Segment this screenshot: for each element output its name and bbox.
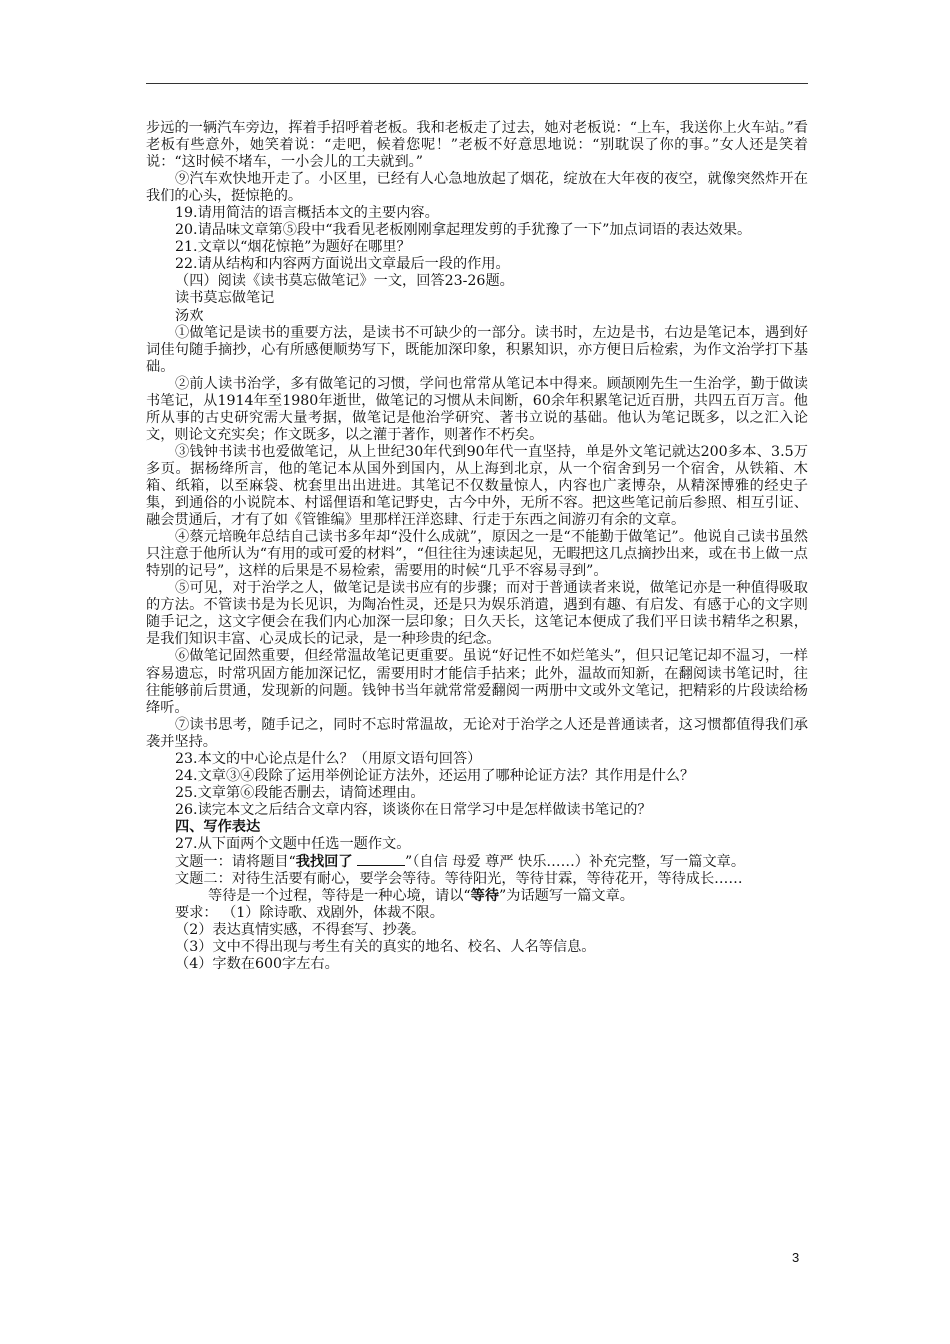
essay-author: 汤欢 xyxy=(175,307,204,324)
essay-title: 读书莫忘做笔记 xyxy=(175,290,275,307)
requirement-3: （3）文中不得出现与考生有关的真实的地名、校名、人名等信息。 xyxy=(175,939,596,956)
question-21: 21.文章以“烟花惊艳”为题好在哪里？ xyxy=(175,239,411,256)
essay-paragraph-4: ④蔡元培晚年总结自己读书多年却“没什么成就”，原因之一是“不能勤于做笔记”。他说自己读书虽然只注意于他所认为“有用的或可爱的材料”，“但往往为速读起见，无暇把这几点摘抄出来，或在书上做一点特别的记号”，这样的后果是不易检索，需要用的时候“几乎不容易寻到”。 xyxy=(146,529,808,580)
question-26: 26.读完本文之后结合文章内容，谈谈你在日常学习中是怎样做读书笔记的？ xyxy=(175,801,652,818)
topic-2-bold: 等待 xyxy=(470,888,500,905)
topic-2-line-2 xyxy=(146,888,808,905)
question-24: 24.文章③④段除了运用举例论证方法外，还运用了哪种论证方法？其作用是什么？ xyxy=(175,767,695,784)
essay-paragraph-7: ⑦读书思考，随手记之，同时不忘时常温故，无论对于治学之人还是普通读者，这习惯都值得我们承袭并坚持。 xyxy=(146,716,808,750)
requirement-1: 要求： （1）除诗歌、戏剧外，体裁不限。 xyxy=(175,905,444,922)
page-number: 3 xyxy=(792,1250,800,1265)
writing-heading: 四、写作表达 xyxy=(175,818,261,835)
story-paragraph-9: ⑨汽车欢快地开走了。小区里，已经有人心急地放起了烟花，绽放在大年夜的夜空，就像突然炸开在我们的心头，挺惊艳的。 xyxy=(146,171,808,205)
question-20: 20.请品味文章第⑤段中“我看见老板刚刚拿起理发剪的手犹豫了一下”加点词语的表达效果。 xyxy=(175,222,752,239)
topic-1-bold: 我找回了 xyxy=(295,854,353,871)
requirement-2: （2）表达真情实感，不得套写、抄袭。 xyxy=(175,922,426,939)
page-body xyxy=(146,120,808,973)
essay-paragraph-2: ②前人读书治学，多有做笔记的习惯，学问也常常从笔记本中得来。顾颉刚先生一生治学，勤于做读书笔记，从1914年至1980年逝世，做笔记的习惯从未间断，60余年积累笔记近百册，共四五百万言。他所从事的古史研究需大量考据，做笔记是他治学研究、著书立说的基础。他认为笔记既多，以之汇入论文，则论文充实矣；作文既多，以之灌于著作，则著作不朽矣。 xyxy=(146,375,808,443)
topic-1-suffix: ”（自信 母爱 尊严 快乐……）补充完整，写一篇文章。 xyxy=(405,854,746,871)
essay-paragraph-6: ⑥做笔记固然重要，但经常温故笔记更重要。虽说“好记性不如烂笔头”，但只记笔记却不温习，一样容易遗忘，时常巩固方能加深记忆，需要用时才能信手拈来；此外，温故而知新，在翻阅读书笔记时，往往能够前后贯通，发现新的问题。钱钟书当年就常常爱翻阅一两册中文或外文笔记，把精彩的片段读给杨绛听。 xyxy=(146,648,808,716)
question-22: 22.请从结构和内容两方面说出文章最后一段的作用。 xyxy=(175,256,510,273)
topic-1-prefix: 文题一：请将题目“ xyxy=(175,854,296,871)
requirement-4: （4）字数在600字左右。 xyxy=(175,956,339,973)
question-23: 23.本文的中心论点是什么？（用原文语句回答） xyxy=(175,750,482,767)
section-4-intro: （四）阅读《读书莫忘做笔记》一文，回答23-26题。 xyxy=(175,273,514,290)
question-25: 25.文章第⑥段能否删去，请简述理由。 xyxy=(175,784,425,801)
essay-paragraph-1: ①做笔记是读书的重要方法，是读书不可缺少的一部分。读书时，左边是书，右边是笔记本，遇到好词佳句随手摘抄，心有所感便顺势写下，既能加深印象，积累知识，亦方便日后检索，为作文治学打下基础。 xyxy=(146,324,808,375)
story-paragraph-8-tail: 步远的一辆汽车旁边，挥着手招呼着老板。我和老板走了过去，她对老板说：“上车，我送你上火车站。”看老板有些意外，她笑着说：“走吧，候着您呢！”老板不好意思地说：“别耽误了你的事。”女人还是笑着说：“这时候不堵车，一小会儿的工夫就到。” xyxy=(146,120,808,171)
topic-2-prefix: 等待是一个过程，等待是一种心境，请以“ xyxy=(208,888,471,905)
topic-2-line-1: 文题二：对待生活要有耐心，要学会等待。等待阳光，等待甘霖，等待花开，等待成长…… xyxy=(175,871,743,888)
topic-1 xyxy=(146,853,808,871)
essay-paragraph-5: ⑤可见，对于治学之人，做笔记是读书应有的步骤；而对于普通读者来说，做笔记亦是一种值得吸取的方法。不管读书是为长见识，为陶冶性灵，还是只为娱乐消遣，遇到有趣、有启发、有感于心的文字则随手记之，这文字便会在我们内心加深一层印象；日久天长，这笔记本便成了我们平日读书精华之积累，是我们知识丰富、心灵成长的记录，是一种珍贵的纪念。 xyxy=(146,580,808,648)
question-27: 27.从下面两个文题中任选一题作文。 xyxy=(175,835,411,852)
fill-in-blank xyxy=(357,853,405,866)
essay-paragraph-3: ③钱钟书读书也爱做笔记，从上世纪30年代到90年代一直坚持，单是外文笔记就达200多本、3.5万多页。据杨绛所言，他的笔记本从国外到国内，从上海到北京，从一个宿舍到另一个宿舍，从铁箱、木箱、纸箱，以至麻袋、枕套里出出进进。其笔记不仅数量惊人，内容也广袤博杂，从精深博雅的经史子集，到通俗的小说院本、村谣俚语和笔记野史，古今中外，无所不容。把这些笔记前后参照、相互引证、融会贯通后，才有了如《管锥编》里那样汪洋恣肆、行走于东西之间游刃有余的文章。 xyxy=(146,443,808,529)
question-19: 19.请用简洁的语言概括本文的主要内容。 xyxy=(175,205,439,222)
header-rule xyxy=(146,83,808,84)
topic-2-suffix: ”为话题写一篇文章。 xyxy=(499,888,634,905)
